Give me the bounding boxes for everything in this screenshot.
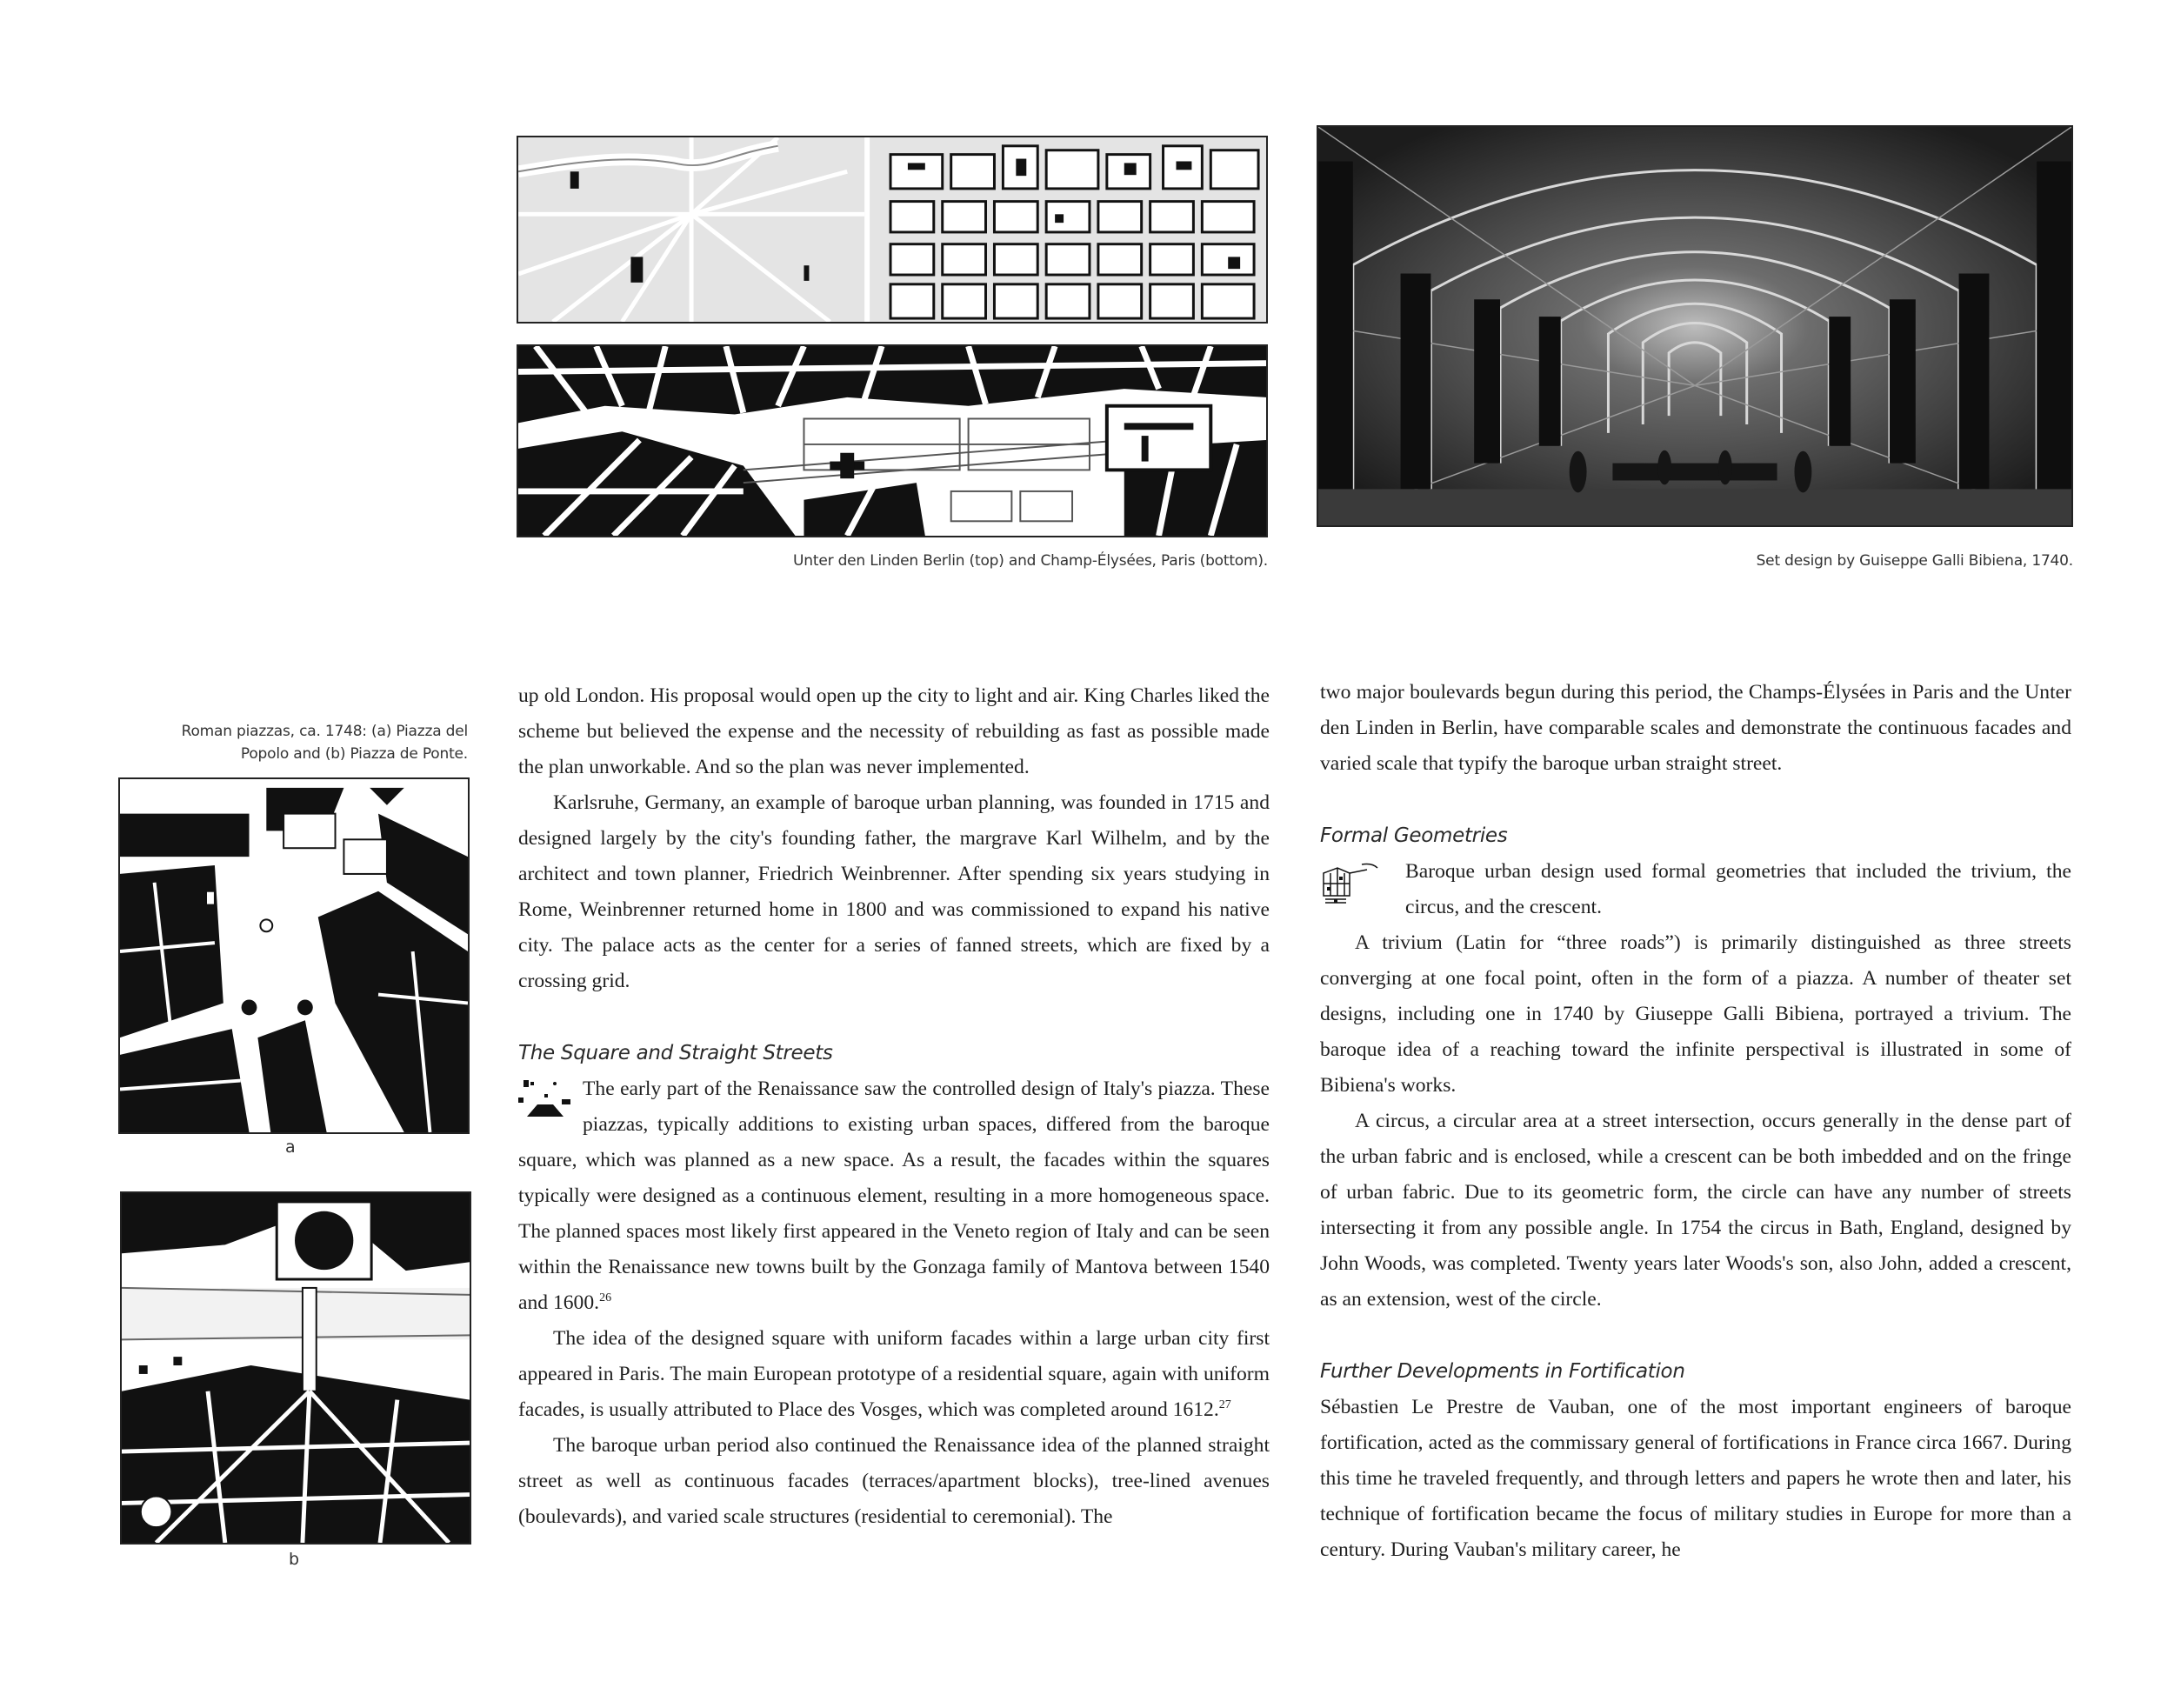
formal-geometry-icon xyxy=(1320,861,1395,906)
piazza-de-ponte-drawing xyxy=(122,1193,470,1543)
paris-map-figure xyxy=(517,344,1268,537)
piazza-de-ponte-map xyxy=(120,1191,471,1545)
paragraph: up old London. His proposal would open up the city to light and air. King Charles liked the scheme but believed the expense and the necessity of rebuilding as fast as possible made the plan unworkable. And so the plan was never implemented. xyxy=(518,684,1270,778)
figure-label-b: b xyxy=(289,1550,300,1569)
paragraph: The baroque urban period also continued the Renaissance idea of the planned straight street as well as continuous facades (terraces/apartment blocks), tree-lined avenues (boulevards), and varied scale structures (residential to ceremonial). The xyxy=(518,1434,1270,1528)
paragraph: A trivium (Latin for “three roads”) is primarily distinguished as three streets converging at one focal point, often in the form of a piazza. A number of theater set designs, including one in 1740 by Giuseppe Galli Bibiena, portrayed a trivium. The baroque idea of a reaching toward the infinite perspectival is illustrated in some of Bibiena's works. xyxy=(1320,931,2071,1097)
section-heading-square-streets: The Square and Straight Streets xyxy=(518,1042,833,1064)
footnote-ref[interactable]: 26 xyxy=(599,1291,612,1304)
paragraph-with-icon: The early part of the Renaissance saw the controlled design of Italy's piazza. These piazzas, typically additions to existing urban spaces, differed from the baroque square, which was planned as a new space. As a result, the facades within the squares typically were designed as a continuous element, resulting in a more homogeneous space. The planned spaces most likely first appeared in the Veneto region of Italy and can be seen within the Renaissance new towns built by the Gonzaga family of Mantova between 1540 and 1600.26 xyxy=(518,1078,1270,1314)
footnote-ref[interactable]: 27 xyxy=(1218,1398,1231,1411)
section-heading-fortification: Further Developments in Fortification xyxy=(1320,1360,1685,1383)
berlin-map-figure xyxy=(517,136,1268,324)
piazza-del-popolo-map xyxy=(118,777,470,1134)
middle-text-column xyxy=(518,678,1270,1535)
berlin-map-drawing xyxy=(518,137,1266,322)
paragraph: The idea of the designed square with uniform facades within a large urban city first appeared in Paris. The main European prototype of a residential square, again with uniform facades, is usually attributed to Place des Vosges, which was completed around 1612.27 xyxy=(518,1327,1270,1421)
piazza-del-popolo-drawing xyxy=(120,779,468,1132)
paragraph-with-icon: Baroque urban design used formal geometries that included the trivium, the circus, and the crescent. xyxy=(1320,854,2071,925)
berlin-paris-caption: Unter den Linden Berlin (top) and Champ-Élysées, Paris (bottom). xyxy=(793,552,1268,570)
paragraph: two major boulevards begun during this period, the Champs-Élysées in Paris and the Unter den Linden in Berlin, have comparable scales and demonstrate the continuous facades and varied scale that typify the baroque urban straight street. xyxy=(1320,681,2071,775)
paragraph: Karlsruhe, Germany, an example of baroque urban planning, was founded in 1715 and designed largely by the city's founding father, the margrave Karl Wilhelm, and by the architect and town planner, Friedrich Weinbrenner. After spending six years studying in Rome, Weinbrenner returned home in 1800 and was commissioned to expand his native city. The palace acts as the center for a series of fanned streets, which are fixed by a crossing grid. xyxy=(518,791,1270,992)
bibiena-caption: Set design by Guiseppe Galli Bibiena, 1740. xyxy=(1756,552,2073,570)
paragraph: Sébastien Le Prestre de Vauban, one of the most important engineers of baroque fortification, acted as the commissary general of fortifications in France circa 1667. During this time he traveled frequently, and through letters and papers he wrote then and later, his technique of fortification became the focus of military studies in Europe for more than a century. During Vauban's military career, he xyxy=(1320,1396,2071,1561)
right-text-column xyxy=(1320,675,2071,1568)
bibiena-set-design-figure xyxy=(1317,125,2073,527)
paragraph: A circus, a circular area at a street intersection, occurs generally in the dense part of the urban fabric and is enclosed, while a crescent can be both imbedded and on the fringe of urban fabric. Due to its geometric form, the circle can have any number of streets intersecting it from any possible angle. In 1754 the circus in Bath, England, designed by John Woods, was completed. Twenty years later Woods's son, also John, added a crescent, as an extension, west of the circle. xyxy=(1320,1110,2071,1311)
piazza-plan-icon xyxy=(518,1078,572,1124)
figure-label-a: a xyxy=(285,1138,296,1157)
paris-map-drawing xyxy=(518,346,1266,536)
roman-piazzas-caption: Roman piazzas, ca. 1748: (a) Piazza del Popolo and (b) Piazza de Ponte. xyxy=(181,723,468,763)
section-heading-formal-geometries: Formal Geometries xyxy=(1320,824,1508,847)
bibiena-engraving xyxy=(1318,127,2071,525)
